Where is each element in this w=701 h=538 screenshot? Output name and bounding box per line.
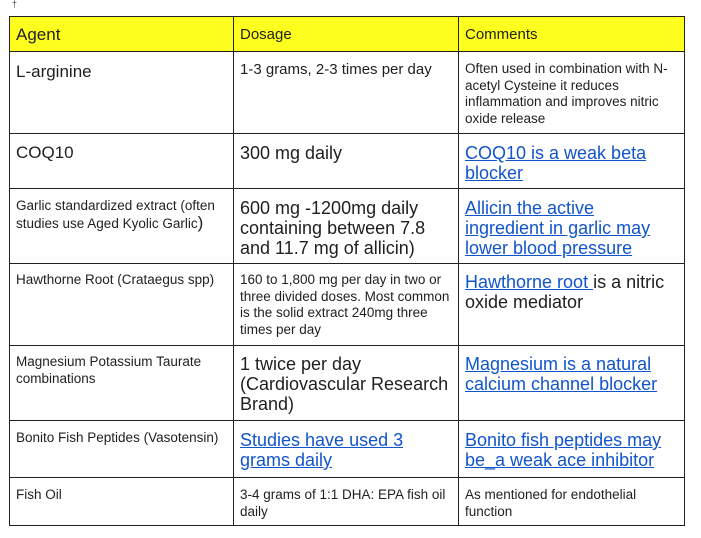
supplement-table xyxy=(9,16,685,526)
agent-name xyxy=(10,189,233,232)
bonito-link[interactable]: Bonito fish peptides may be_a weak ace inhibitor xyxy=(465,430,662,470)
coq10-link[interactable]: COQ10 is a weak beta blocker xyxy=(465,143,647,183)
agent-name-text: Garlic standardized extract (often studies use Aged Kyolic Garlic xyxy=(16,198,215,231)
comments-text: As mentioned for endothelial function xyxy=(465,487,637,519)
table-header-row xyxy=(10,17,685,52)
table-row xyxy=(10,421,685,478)
comments-cell xyxy=(459,134,685,189)
comments-cell xyxy=(459,421,685,478)
table-row xyxy=(10,478,685,526)
dosage-cell xyxy=(234,264,459,346)
dosage-cell xyxy=(234,478,459,526)
corner-mark: † xyxy=(12,0,18,9)
agent-name: Bonito Fish Peptides (Vasotensin) xyxy=(16,430,219,445)
dosage-text: 1 twice per day (Cardiovascular Research Brand) xyxy=(240,354,449,414)
table-row xyxy=(10,52,685,134)
agent-cell xyxy=(10,52,234,134)
table-row xyxy=(10,346,685,421)
table-row xyxy=(10,264,685,346)
comments-cell xyxy=(459,52,685,134)
allicin-link[interactable]: Allicin the active ingredient in garlic may lower blood pressure xyxy=(465,198,651,258)
agent-name: Hawthorne Root (Crataegus spp) xyxy=(16,272,215,287)
agent-cell xyxy=(10,478,234,526)
dosage-text: 1-3 grams, 2-3 times per day xyxy=(240,61,432,78)
dosage-cell xyxy=(234,346,459,421)
dosage-cell xyxy=(234,52,459,134)
dosage-text: 600 mg -1200mg daily containing between 7.8 and 11.7 mg of allicin) xyxy=(240,198,426,258)
comments-text xyxy=(459,264,684,312)
dosage-text: 160 to 1,800 mg per day in two or three divided doses. Most common is the solid extract 240mg three times per day xyxy=(240,272,450,337)
table-row xyxy=(10,134,685,189)
header-dosage: Dosage xyxy=(240,26,292,43)
comments-cell xyxy=(459,189,685,264)
agent-name: Magnesium Potassium Taurate combinations xyxy=(16,354,202,386)
table-row xyxy=(10,189,685,264)
header-cell-dosage xyxy=(234,17,459,52)
agent-name: L-arginine xyxy=(16,62,92,81)
agent-name: COQ10 xyxy=(16,143,74,162)
agent-cell xyxy=(10,264,234,346)
dosage-cell xyxy=(234,134,459,189)
header-comments: Comments xyxy=(465,26,538,43)
dosage-cell xyxy=(234,189,459,264)
header-cell-agent xyxy=(10,17,234,52)
magnesium-link[interactable]: Magnesium is a natural calcium channel blocker xyxy=(465,354,658,394)
comments-cell xyxy=(459,346,685,421)
comments-cell xyxy=(459,478,685,526)
comments-cell xyxy=(459,264,685,346)
dosage-text: 300 mg daily xyxy=(240,143,343,163)
dosage-cell xyxy=(234,421,459,478)
comments-tail: is a nitric oxide mediator xyxy=(465,272,665,312)
agent-cell xyxy=(10,346,234,421)
header-agent: Agent xyxy=(16,25,61,44)
agent-cell xyxy=(10,189,234,264)
studies-link[interactable]: Studies have used 3 grams daily xyxy=(240,430,404,470)
comments-text: Often used in combination with N-acetyl Cysteine it reduces inflammation and improves nitric oxide release xyxy=(465,61,668,126)
agent-cell xyxy=(10,421,234,478)
agent-name-paren: ) xyxy=(197,212,204,232)
agent-name: Fish Oil xyxy=(16,487,62,502)
agent-cell xyxy=(10,134,234,189)
hawthorne-link[interactable]: Hawthorne root xyxy=(465,272,594,292)
dosage-text: 3-4 grams of 1:1 DHA: EPA fish oil daily xyxy=(240,487,446,519)
header-cell-comments xyxy=(459,17,685,52)
